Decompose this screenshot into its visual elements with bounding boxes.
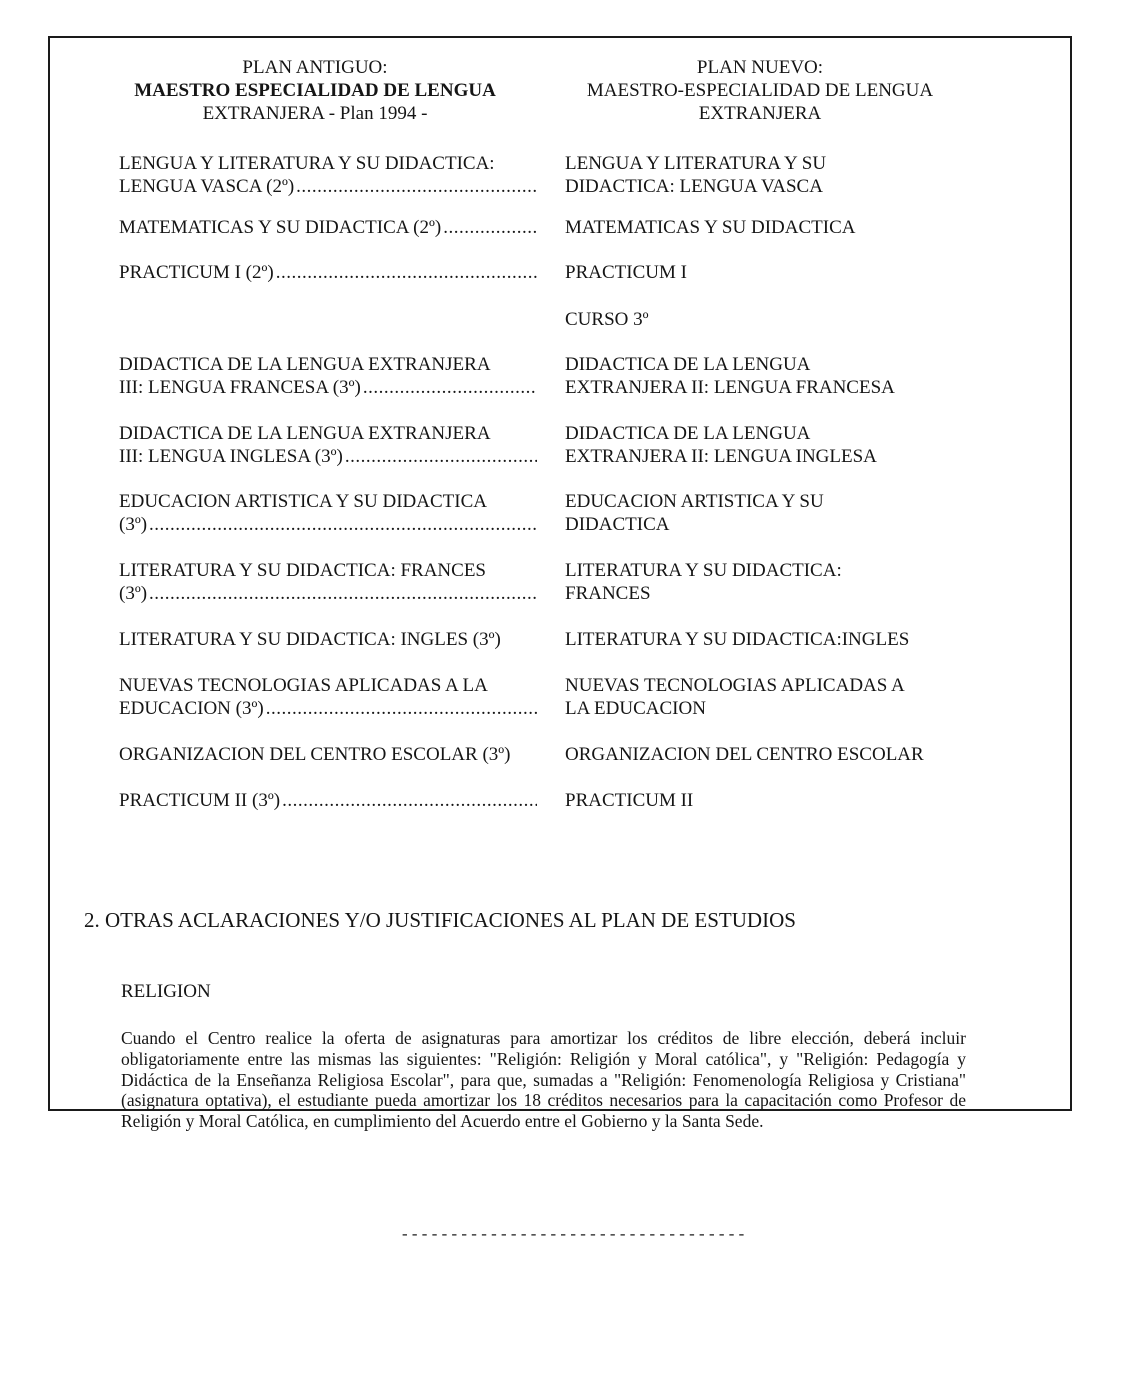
old-plan-specialty: MAESTRO ESPECIALIDAD DE LENGUA (134, 80, 496, 101)
new-subject-line: DIDACTICA (565, 514, 670, 535)
old-subject (119, 261, 537, 284)
old-subject (119, 216, 537, 239)
new-subject-line: DIDACTICA DE LA LENGUA (565, 423, 811, 444)
new-subject (565, 674, 985, 720)
new-plan-title: PLAN NUEVO: (696, 57, 824, 78)
new-subject-line: ORGANIZACION DEL CENTRO ESCOLAR (565, 744, 924, 765)
old-subject-line: DIDACTICA DE LA LENGUA EXTRANJERA (119, 423, 491, 444)
new-subject (565, 743, 985, 766)
old-plan-specialty-cont: EXTRANJERA - Plan 1994 - (202, 103, 428, 124)
old-subject-line: NUEVAS TECNOLOGIAS APLICADAS A LA (119, 675, 488, 696)
dot-leader (282, 789, 537, 812)
new-subject-line: LA EDUCACION (565, 698, 706, 719)
old-subject-line: EDUCACION ARTISTICA Y SU DIDACTICA (119, 491, 487, 512)
new-subject-line: LITERATURA Y SU DIDACTICA: (565, 560, 842, 581)
new-subject-line: PRACTICUM I (565, 262, 687, 283)
old-subject (119, 789, 537, 812)
old-subject-line: DIDACTICA DE LA LENGUA EXTRANJERA (119, 354, 491, 375)
old-subject (119, 422, 537, 468)
new-subject-line: NUEVAS TECNOLOGIAS APLICADAS A (565, 675, 905, 696)
old-subject-line: ORGANIZACION DEL CENTRO ESCOLAR (3º) (119, 744, 511, 765)
new-subject-line: EDUCACION ARTISTICA Y SU (565, 491, 824, 512)
old-subject-line: EDUCACION (3º) (119, 698, 264, 719)
religion-paragraph: Cuando el Centro realice la oferta de asignaturas para amortizar los créditos de libre elección, deberá incluir obligatoriamente entre las mismas las siguientes: "Religión: Religión y Moral católica", y "Religión: Pedagogía y Didáctica de la Enseñanza Religiosa Escolar", para que, sumadas a "Religión: Fenomenología Religiosa y Cristiana" (asignatura optativa), el estudiante pueda amortizar los 18 créditos necesarios para la capacitación como Profesor de Religión y Moral Católica, en cumplimiento del Acuerdo entre el Gobierno y la Santa Sede. (121, 1028, 966, 1132)
new-subject-line: DIDACTICA: LENGUA VASCA (565, 176, 823, 197)
new-subject-line: EXTRANJERA II: LENGUA INGLESA (565, 446, 877, 467)
old-subject-line: III: LENGUA FRANCESA (3º) (119, 377, 361, 398)
dot-leader (345, 445, 537, 468)
old-subject-line: LITERATURA Y SU DIDACTICA: FRANCES (119, 560, 487, 581)
dot-leader (149, 582, 537, 605)
dot-leader (363, 376, 537, 399)
old-plan-header (110, 56, 520, 125)
old-subject-line: (3º) (119, 583, 148, 604)
old-subject-line: LITERATURA Y SU DIDACTICA: INGLES (3º) (119, 629, 501, 650)
dot-leader (443, 216, 537, 239)
new-subject (565, 353, 985, 399)
dot-leader (149, 513, 537, 536)
old-subject-line: III: LENGUA INGLESA (3º) (119, 446, 343, 467)
new-subject (565, 152, 985, 198)
dot-leader (276, 261, 537, 284)
new-subject (565, 261, 985, 284)
old-subject-line: LENGUA VASCA (2º) (119, 176, 295, 197)
new-subject-line: MATEMATICAS Y SU DIDACTICA (565, 217, 856, 238)
new-subject-line: LITERATURA Y SU DIDACTICA:INGLES (565, 629, 910, 650)
new-subject-line: CURSO 3º (565, 309, 649, 330)
new-subject (565, 559, 985, 605)
new-subject-line: FRANCES (565, 583, 651, 604)
new-subject (565, 628, 985, 651)
old-subject-line: (3º) (119, 514, 148, 535)
new-plan-header (560, 56, 960, 125)
new-subject-line: EXTRANJERA II: LENGUA FRANCESA (565, 377, 895, 398)
dot-leader (266, 697, 537, 720)
old-subject (119, 490, 537, 536)
new-subject (565, 789, 985, 812)
new-subject (565, 490, 985, 536)
dot-leader (296, 175, 537, 198)
new-subject-line: LENGUA Y LITERATURA Y SU (565, 153, 827, 174)
new-subject (565, 422, 985, 468)
course-label (565, 308, 985, 331)
new-plan-specialty-cont: EXTRANJERA (698, 103, 822, 124)
old-subject-line: PRACTICUM I (2º) (119, 262, 274, 283)
new-subject-line: DIDACTICA DE LA LENGUA (565, 354, 811, 375)
old-plan-title: PLAN ANTIGUO: (242, 57, 388, 78)
old-subject (119, 628, 537, 651)
old-subject-line: LENGUA Y LITERATURA Y SU DIDACTICA: (119, 153, 495, 174)
new-plan-specialty: MAESTRO-ESPECIALIDAD DE LENGUA (586, 80, 934, 101)
new-subject-line: PRACTICUM II (565, 790, 694, 811)
old-subject (119, 674, 537, 720)
separator-line: ----------------------------------- (400, 1226, 747, 1244)
religion-heading: RELIGION (121, 981, 211, 1002)
section-heading: 2. OTRAS ACLARACIONES Y/O JUSTIFICACIONES AL PLAN DE ESTUDIOS (84, 908, 796, 932)
old-subject (119, 353, 537, 399)
old-subject (119, 743, 537, 766)
new-subject (565, 216, 985, 239)
old-subject-line: PRACTICUM II (3º) (119, 790, 281, 811)
old-subject (119, 152, 537, 198)
old-subject (119, 559, 537, 605)
old-subject-line: MATEMATICAS Y SU DIDACTICA (2º) (119, 217, 442, 238)
